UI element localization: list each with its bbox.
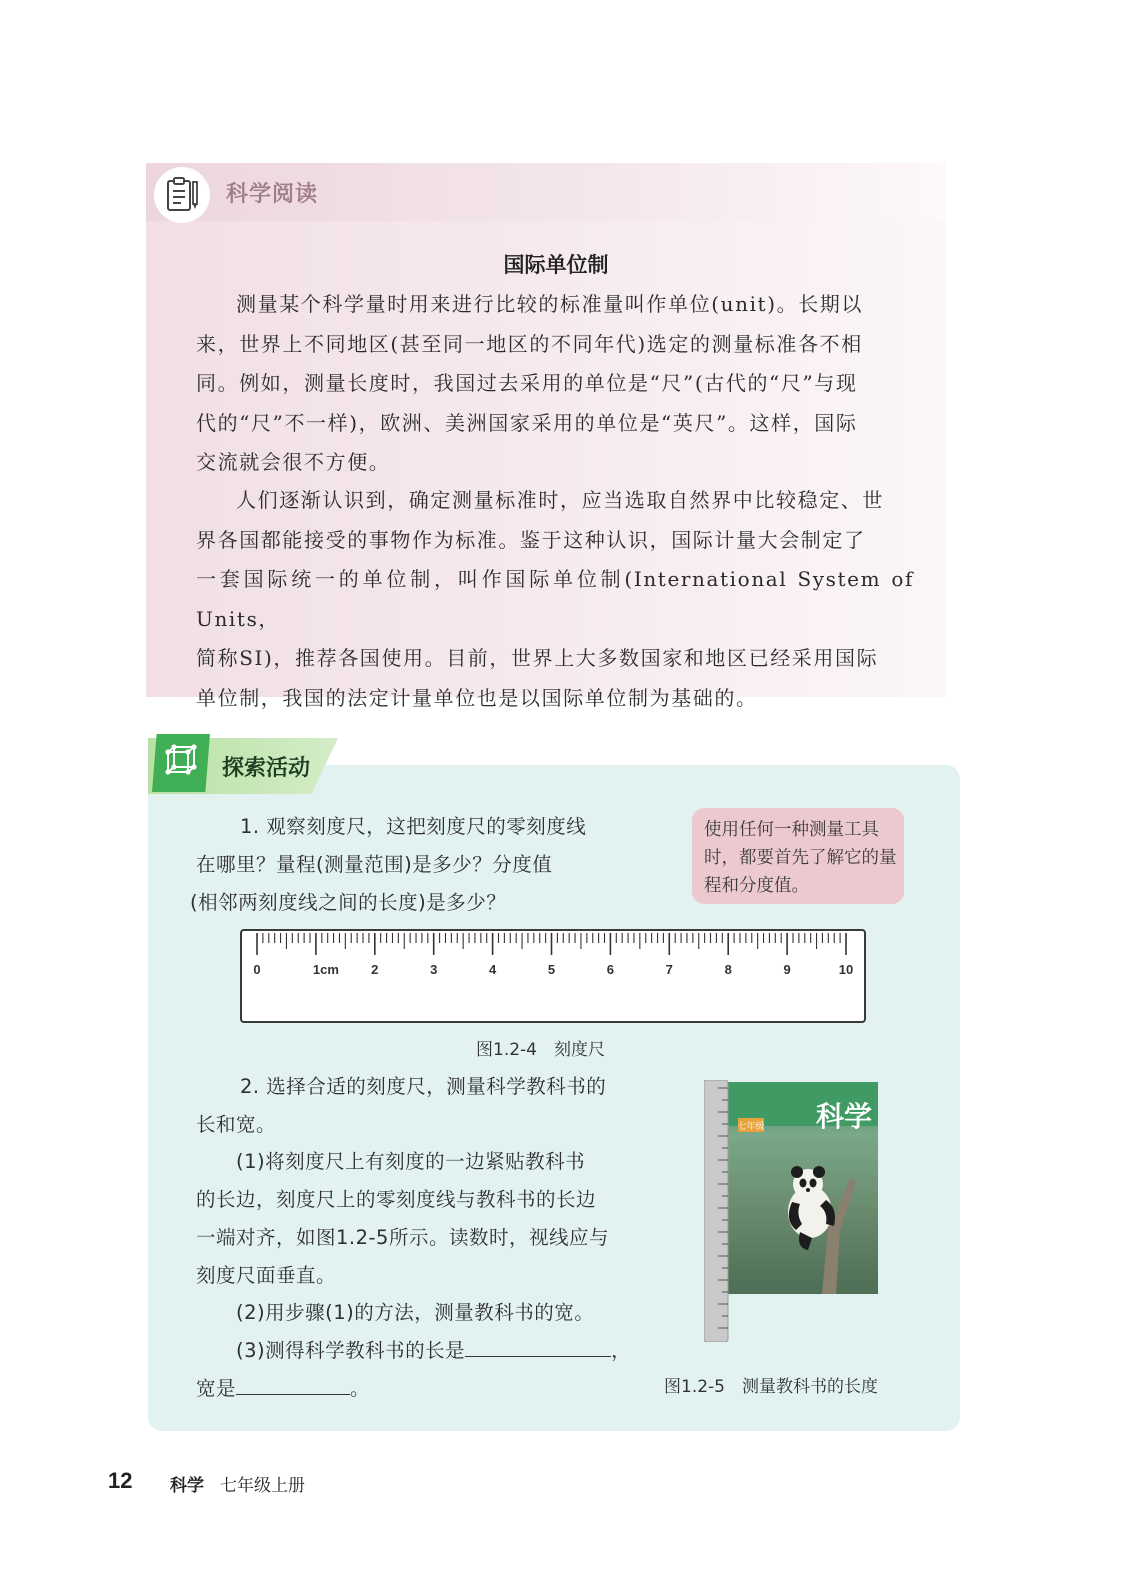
science-reading-box [146, 163, 946, 710]
book-title: 科学 [815, 1100, 873, 1133]
clipboard-icon [154, 167, 210, 223]
ruler-label: 9 [783, 962, 791, 977]
text-segment: ， [611, 1338, 632, 1362]
explore-activity-label: 探索活动 [222, 756, 311, 781]
footer-subject: 科学 [170, 1476, 204, 1496]
answer-blank-width[interactable] [236, 1374, 350, 1395]
answer-blank-length[interactable] [465, 1336, 611, 1357]
text-line: 代的“尺”不一样)，欧洲、美洲国家采用的单位是“英尺”。这样，国际 [196, 410, 858, 435]
text-line: 简称SI)，推荐各国使用。目前，世界上大多数国家和地区已经采用国际 [196, 646, 879, 670]
text-line: 2. 选择合适的刻度尺，测量科学教科书的 [240, 1075, 607, 1098]
figure-caption-textbook: 图1.2-5 测量教科书的长度 [664, 1377, 878, 1397]
text-line: 的长边，刻度尺上的零刻度线与教科书的长边 [196, 1188, 597, 1212]
text-line: 在哪里？量程(测量范围)是多少？分度值 [196, 853, 553, 876]
figure-caption-ruler: 图1.2-4 刻度尺 [476, 1040, 605, 1060]
book-grade: 七年级 [737, 1122, 765, 1132]
text-segment: 宽是 [196, 1376, 237, 1400]
text-line: 一套国际统一的单位制，叫作国际单位制(International System of Units， [196, 567, 914, 631]
text-line: 同。例如，测量长度时，我国过去采用的单位是“尺”(古代的“尺”与现 [196, 371, 858, 395]
ruler-label: 3 [430, 962, 438, 977]
ruler-scale [242, 931, 864, 1021]
ruler-label: 10 [838, 962, 854, 977]
ruler-label: 4 [488, 962, 497, 977]
page-number: 12 [108, 1468, 133, 1493]
tip-text: 使用任何一种测量工具时，都要首先了解它的量程和分度值。 [704, 820, 897, 896]
text-line: (相邻两刻度线之间的长度)是多少？ [190, 891, 507, 914]
ruler-label: 8 [724, 962, 732, 977]
text-line: 测量某个科学量时用来进行比较的标准量叫作单位(unit)。长期以 [236, 292, 864, 316]
text-line: 界各国都能接受的事物作为标准。鉴于这种认识，国际计量大会制定了 [196, 527, 866, 552]
science-reading-label: 科学阅读 [226, 182, 319, 207]
tip-bubble [692, 808, 904, 904]
ruler-label: 7 [665, 962, 673, 977]
text-line: 刻度尺面垂直。 [196, 1263, 337, 1287]
article-title: 国际单位制 [503, 253, 609, 277]
question-2 [196, 1068, 671, 1407]
ruler-label: 0 [253, 962, 261, 977]
text-line: 交流就会很不方便。 [196, 450, 391, 474]
ruler-label: 1cm [312, 962, 339, 977]
text-line: 一端对齐，如图1.2-5所示。读数时，视线应与 [196, 1225, 609, 1249]
textbook-measurement-photo [704, 1080, 880, 1342]
paragraph-2 [196, 481, 914, 718]
text-line: 1. 观察刻度尺，这把刻度尺的零刻度线 [240, 815, 587, 838]
paragraph-1 [196, 285, 914, 483]
text-line: 人们逐渐认识到，确定测量标准时，应当选取自然界中比较稳定、世 [236, 488, 884, 512]
ruler-label: 2 [371, 962, 379, 977]
text-line: (2)用步骤(1)的方法，测量教科书的宽。 [236, 1301, 595, 1325]
text-line: 来，世界上不同地区(甚至同一地区的不同年代)选定的测量标准各不相 [196, 331, 863, 356]
text-line: 单位制，我国的法定计量单位也是以国际单位制为基础的。 [196, 685, 758, 710]
text-line: 长和宽。 [196, 1112, 277, 1136]
text-line: (1)将刻度尺上有刻度的一边紧贴教科书 [236, 1150, 586, 1174]
ruler-figure [240, 929, 866, 1023]
text-line [196, 1370, 671, 1408]
footer-grade: 七年级上册 [220, 1476, 305, 1496]
question-1 [190, 808, 646, 922]
network-cube-icon [152, 734, 210, 792]
ruler-label: 5 [547, 962, 556, 977]
text-line [196, 1332, 671, 1370]
ruler-label: 6 [606, 962, 615, 977]
text-segment: 。 [350, 1376, 371, 1400]
text-segment: (3)测得科学教科书的长是 [236, 1338, 466, 1362]
